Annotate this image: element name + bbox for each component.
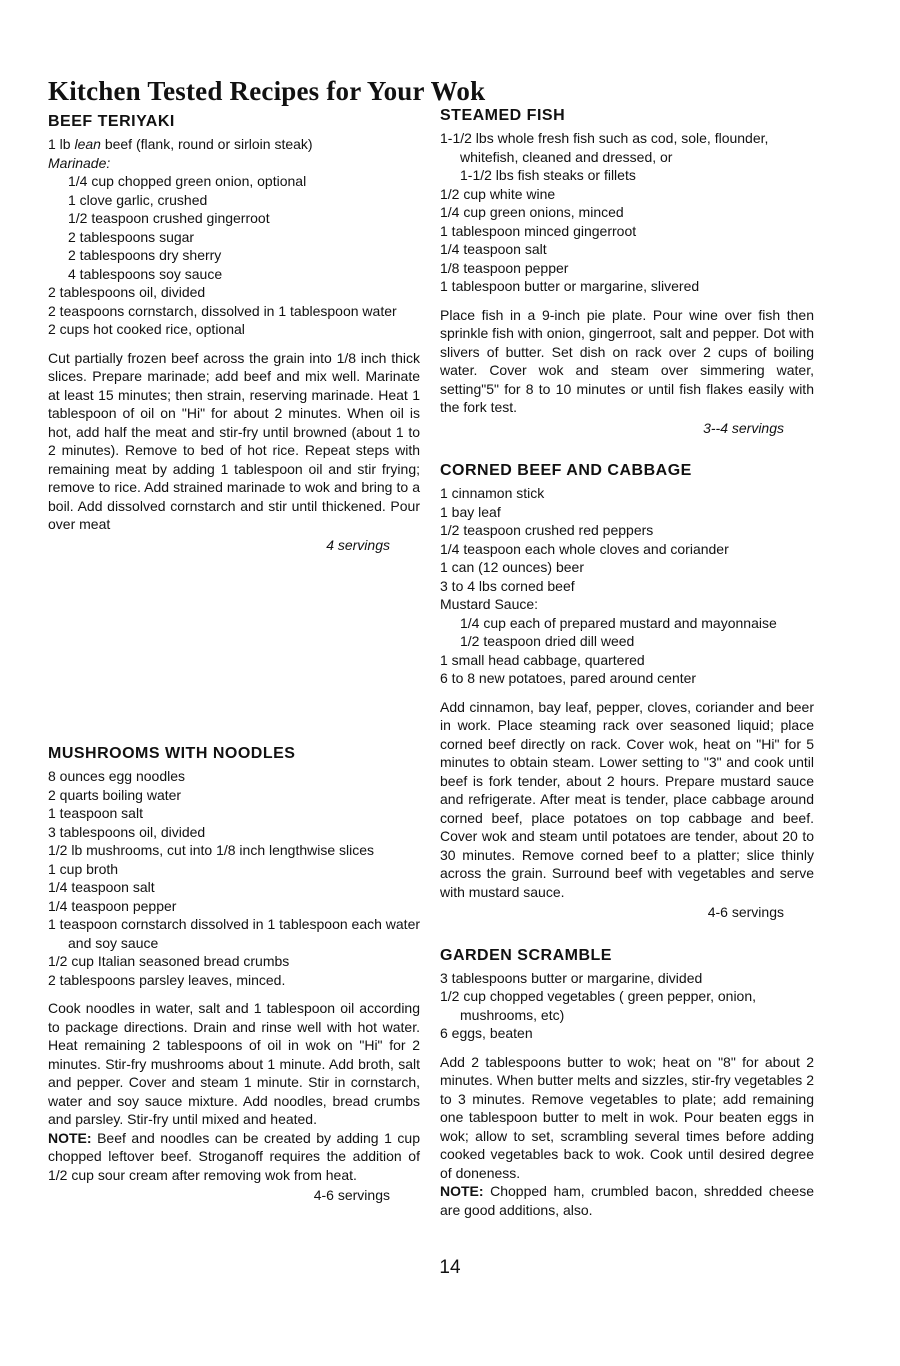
ingredient-list xyxy=(48,767,420,989)
ingredient-item: 1 teaspoon salt xyxy=(48,805,143,821)
recipe-title: GARDEN SCRAMBLE xyxy=(440,946,612,964)
ingredient-item: 1-1/2 lbs fish steaks or fillets xyxy=(460,167,636,183)
ingredient-item: 1/4 cup green onions, minced xyxy=(440,204,624,220)
ingredient-item: 3 tablespoons oil, divided xyxy=(48,823,206,840)
ingredient-list xyxy=(440,484,814,688)
ingredient-item: 2 tablespoons sugar xyxy=(68,228,195,245)
ingredient-subheading: Mustard Sauce: xyxy=(440,596,539,612)
recipe-title: CORNED BEEF AND CABBAGE xyxy=(440,462,692,479)
ingredient-item: 2 tablespoons oil, divided xyxy=(48,284,206,300)
ingredient-item: 6 eggs, beaten xyxy=(440,1025,533,1041)
ingredient-subheading: Marinade: xyxy=(48,154,111,171)
ingredient-item: 1/4 teaspoon salt xyxy=(440,241,547,257)
recipe-directions: Cut partially frozen beef across the grain into 1/8 inch thick slices. Prepare marinade; add beef and mix well. Marinate at least 15 minutes; then strain, reserving marinade. Heat 1 tablespoon of oil on "Hi" for about 2 minutes. When oil is hot, add half the meat and stir-fry until browned (about 1 to 2 minutes). Remove to bed of hot rice. Repeat steps with remaining meat by adding 1 tablespoon oil and stir frying; remove to rice. Add strained marinade to wok and bring to a boil. Add dissolved cornstarch and stir until thickened. Pour over meat xyxy=(48,349,420,532)
note-text: Chopped ham, crumbled bacon, shredded cheese are good additions, also. xyxy=(440,1183,814,1218)
emphasis-text: lean xyxy=(74,136,101,152)
recipe-note xyxy=(48,1129,420,1185)
recipe-steamed-fish xyxy=(440,106,814,437)
servings-label: 4 servings xyxy=(326,536,390,553)
page-title: Kitchen Tested Recipes for Your Wok xyxy=(48,76,486,107)
ingredient-item: 1/8 teaspoon pepper xyxy=(440,259,569,276)
servings-label: 4-6 servings xyxy=(707,904,784,920)
ingredient-item: 2 teaspoons cornstarch, dissolved in 1 tablespoon water xyxy=(48,302,397,319)
ingredient-item: 1 bay leaf xyxy=(440,503,501,520)
ingredient-item: 2 tablespoons dry sherry xyxy=(68,247,222,263)
ingredient-item: 1 small head cabbage, quartered xyxy=(440,651,645,668)
note-text: Beef and noodles can be created by adding 1 cup chopped leftover beef. Stroganoff requires the addition of 1/2 cup sour cream after removing wok from heat. xyxy=(48,1129,420,1183)
ingredient-item: 1/4 cup chopped green onion, optional xyxy=(68,173,307,189)
ingredient-item: 1 lb lean beef (flank, round or sirloin steak) xyxy=(48,136,313,152)
ingredient-item: 1-1/2 lbs whole fresh fish such as cod, sole, flounder, whitefish, cleaned and dressed, or xyxy=(440,130,769,165)
recipe-directions: Cook noodles in water, salt and 1 tablespoon oil according to package directions. Drain and rinse well with hot water. Heat remaining 2 tablespoons of oil in wok on "Hi" for 2 minutes. Stir-fry mushrooms about 1 minute. Add broth, salt and pepper. Cover and steam 1 minute. Stir in cornstarch, water and soy sauce mixture. Add noodles, bread crumbs and parsley. Stir-fry until mixed and heated. xyxy=(48,1000,420,1127)
ingredient-item: 2 cups hot cooked rice, optional xyxy=(48,321,245,337)
ingredient-item: 1 tablespoon butter or margarine, slivered xyxy=(440,278,700,294)
recipe-directions: Add cinnamon, bay leaf, pepper, cloves, coriander and beer in work. Place steaming rack over seasoned liquid; place corned beef directly on rack. Cover wok, heat on "Hi" for 5 minutes to obtain steam. Lower setting to "3" and cook until beef is fork tender, about 2 hours. Prepare mustard sauce and refrigerate. After meat is tender, place cabbage around corned beef, place potatoes on top cabbage and beef. Cover wok and steam until potatoes are tender, about 20 to 30 minutes. Remove corned beef to a platter; slice thinly across the grain. Surround beef with vegetables and serve with mustard sauce. xyxy=(440,698,814,900)
note-label: NOTE: xyxy=(440,1183,484,1199)
page-number: 14 xyxy=(439,1257,461,1278)
ingredient-item: 2 quarts boiling water xyxy=(48,786,182,803)
recipe-beef-teriyaki xyxy=(48,112,420,554)
ingredient-item: 1 cinnamon stick xyxy=(440,485,545,501)
ingredient-item: 1 can (12 ounces) beer xyxy=(440,559,584,575)
ingredient-item: 1/2 teaspoon dried dill weed xyxy=(460,633,635,649)
left-column xyxy=(48,112,421,1203)
recipe-directions: Place fish in a 9-inch pie plate. Pour wine over fish then sprinkle fish with onion, gingerroot, salt and pepper. Dot with slivers of butter. Set dish on rack over 2 cups of boiling water. Cover wok and steam over simmering water, setting"5" for 8 to 10 minutes or until fish flakes easily with the fork test. xyxy=(440,306,814,415)
ingredient-item: 2 tablespoons parsley leaves, minced. xyxy=(48,971,286,988)
ingredient-list xyxy=(440,969,814,1043)
right-column xyxy=(440,106,814,1219)
ingredient-item: 1/2 lb mushrooms, cut into 1/8 inch lengthwise slices xyxy=(48,842,375,858)
ingredient-item: 1/4 teaspoon each whole cloves and coriander xyxy=(440,540,729,557)
ingredient-item: 1/4 teaspoon pepper xyxy=(48,897,177,914)
ingredient-item: 1/2 teaspoon crushed gingerroot xyxy=(68,210,270,226)
recipe-directions: Add 2 tablespoons butter to wok; heat on "8" for about 2 minutes. When butter melts and sizzles, stir-fry vegetables 2 to 3 minutes. Remove vegetables to plate; add remaining one tablespoon butter to melt in wok. Pour beaten eggs in wok; allow to set, scrambling several times before adding cooked vegetables back to wok. Cook until desired degree of doneness. xyxy=(440,1053,814,1181)
ingredient-item: 3 to 4 lbs corned beef xyxy=(440,577,575,594)
servings-label: 4-6 servings xyxy=(313,1187,390,1203)
ingredient-item: 1 cup broth xyxy=(48,860,119,877)
recipe-title: STEAMED FISH xyxy=(440,107,566,124)
ingredient-item: 3 tablespoons butter or margarine, divided xyxy=(440,969,703,986)
ingredient-list xyxy=(440,129,814,296)
ingredient-item: 1 clove garlic, crushed xyxy=(68,191,208,208)
recipe-title: MUSHROOMS WITH NOODLES xyxy=(48,745,296,762)
ingredient-item: 1 tablespoon minced gingerroot xyxy=(440,222,637,239)
recipe-note xyxy=(440,1182,814,1219)
recipe-garden-scramble xyxy=(440,946,814,1220)
ingredient-list xyxy=(48,135,420,339)
servings-label: 3--4 servings xyxy=(703,419,784,436)
ingredient-item: 6 to 8 new potatoes, pared around center xyxy=(440,670,697,686)
ingredient-item: 1/2 cup Italian seasoned bread crumbs xyxy=(48,953,290,969)
ingredient-item: 1 teaspoon cornstarch dissolved in 1 tablespoon each water and soy sauce xyxy=(48,916,421,951)
ingredient-item: 4 tablespoons soy sauce xyxy=(68,265,223,282)
ingredient-item: 1/4 cup each of prepared mustard and mayonnaise xyxy=(460,614,777,631)
ingredient-item: 8 ounces egg noodles xyxy=(48,768,185,784)
recipe-mushrooms-with-noodles xyxy=(48,744,420,1205)
ingredient-item: 1/2 cup chopped vegetables ( green pepper, onion, mushrooms, etc) xyxy=(440,988,757,1023)
ingredient-item: 1/4 teaspoon salt xyxy=(48,879,155,895)
note-label: NOTE: xyxy=(48,1129,92,1146)
ingredient-item: 1/2 teaspoon crushed red peppers xyxy=(440,522,654,538)
recipe-title: BEEF TERIYAKI xyxy=(48,113,175,130)
ingredient-item: 1/2 cup white wine xyxy=(440,185,556,202)
recipe-corned-beef-and-cabbage xyxy=(440,461,814,922)
